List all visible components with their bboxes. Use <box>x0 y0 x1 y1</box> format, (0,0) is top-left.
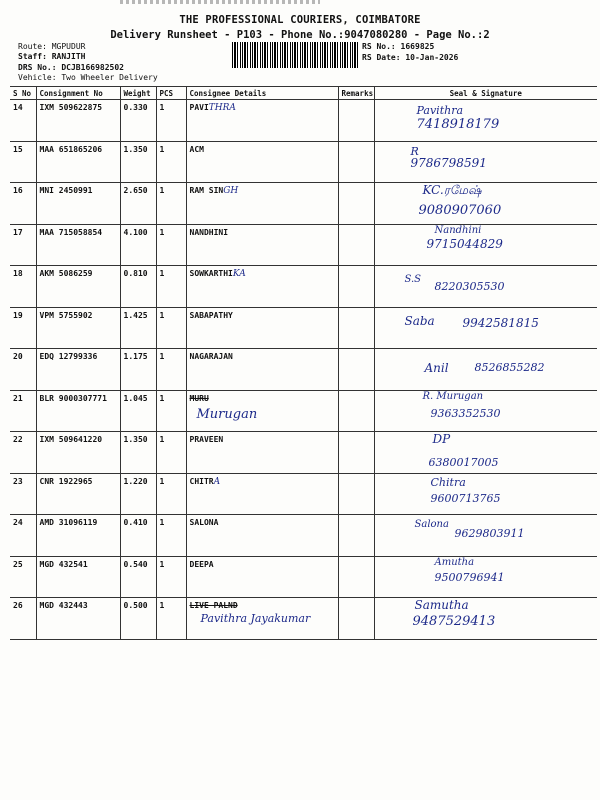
signature-phone: 7418918179 <box>416 117 500 132</box>
sno-cell: 17 <box>10 224 36 266</box>
consignee-name: NAGARAJAN <box>189 352 233 361</box>
staff-label: Staff: <box>18 52 47 61</box>
col-remarks: Remarks <box>338 87 374 100</box>
top-barcode-strip <box>120 0 320 4</box>
consignee-handwritten: THRA <box>208 103 236 113</box>
pcs-cell: 1 <box>156 266 186 308</box>
remarks-cell <box>338 100 374 142</box>
consignment-cell: AKM 5086259 <box>36 266 120 308</box>
consignee-cell <box>186 100 338 142</box>
consignee-name: SABAPATHY <box>189 310 233 320</box>
col-signature: Seal & Signature <box>374 87 597 100</box>
signature-text: S.S <box>404 274 422 285</box>
consignee-handwritten: KA <box>232 269 246 279</box>
signature-phone: 8526855282 <box>474 361 545 374</box>
consignment-cell: MAA 651865206 <box>36 141 120 183</box>
consignment-cell: VPM 5755902 <box>36 307 120 349</box>
consignee-handwritten: A <box>213 476 221 487</box>
table-row <box>10 390 597 432</box>
weight-cell: 0.330 <box>120 100 156 142</box>
vehicle-line <box>18 73 158 82</box>
consignee-name: RAM SIN <box>189 186 224 195</box>
consignment-cell: EDQ 12799336 <box>36 349 120 391</box>
signature-cell <box>374 307 597 349</box>
sno-cell: 19 <box>10 307 36 349</box>
sno-cell: 16 <box>10 183 36 225</box>
signature-cell <box>374 473 597 515</box>
consignment-cell: MNI 2450991 <box>36 183 120 225</box>
signature-cell <box>374 598 597 640</box>
pcs-cell: 1 <box>156 598 186 640</box>
consignee-cell <box>186 349 338 391</box>
table-row <box>10 183 597 225</box>
signature-text: Saba <box>404 313 435 328</box>
remarks-cell <box>338 266 374 308</box>
remarks-cell <box>338 307 374 349</box>
table-row <box>10 307 597 349</box>
pcs-cell: 1 <box>156 473 186 515</box>
table-row <box>10 266 597 308</box>
signature-cell <box>374 100 597 142</box>
staff-value: RANJITH <box>51 52 86 61</box>
consignee-cell <box>186 556 338 598</box>
consignment-cell: AMD 31096119 <box>36 515 120 557</box>
signature-phone: 9363352530 <box>430 406 501 420</box>
signature-phone: 9487529413 <box>412 614 496 629</box>
pcs-cell: 1 <box>156 224 186 266</box>
consignee-cell <box>186 224 338 266</box>
runsheet-subtitle: Delivery Runsheet - P103 - Phone No.:9047080280 - Page No.:2 <box>110 29 490 41</box>
signature-phone: 9786798591 <box>410 155 487 170</box>
consignment-cell: MGD 432443 <box>36 598 120 640</box>
sno-cell: 21 <box>10 390 36 432</box>
table-row <box>10 556 597 598</box>
rs-no-value: 1669825 <box>400 42 435 51</box>
weight-cell: 4.100 <box>120 224 156 266</box>
signature-text: Samutha <box>414 598 469 612</box>
pcs-cell: 1 <box>156 390 186 432</box>
pcs-cell: 1 <box>156 432 186 474</box>
consignee-cell <box>186 432 338 474</box>
vehicle-label: Vehicle: <box>18 73 57 82</box>
col-consignee: Consignee Details <box>186 87 338 100</box>
weight-cell: 0.810 <box>120 266 156 308</box>
signature-phone: 9080907060 <box>418 203 502 218</box>
route-label: Route: <box>18 42 47 51</box>
weight-cell: 1.175 <box>120 349 156 391</box>
route-value: MGPUDUR <box>51 42 86 51</box>
pcs-cell: 1 <box>156 349 186 391</box>
consignee-name: DEEPA <box>189 559 214 569</box>
table-row <box>10 224 597 266</box>
rs-date-value: 10-Jan-2026 <box>405 53 459 62</box>
weight-cell: 1.220 <box>120 473 156 515</box>
table-row <box>10 349 597 391</box>
signature-text: R. Murugan <box>422 390 484 402</box>
sno-cell: 23 <box>10 473 36 515</box>
weight-cell: 1.350 <box>120 432 156 474</box>
signature-text: Pavithra <box>416 104 464 117</box>
remarks-cell <box>338 556 374 598</box>
consignee-cell <box>186 515 338 557</box>
pcs-cell: 1 <box>156 515 186 557</box>
weight-cell: 0.410 <box>120 515 156 557</box>
signature-phone: 8220305530 <box>434 280 505 293</box>
consignee-cell <box>186 390 338 432</box>
consignment-cell: IXM 509641220 <box>36 432 120 474</box>
route-line <box>18 42 85 51</box>
consignment-cell: CNR 1922965 <box>36 473 120 515</box>
weight-cell: 0.500 <box>120 598 156 640</box>
drs-label: DRS No.: <box>18 63 57 72</box>
consignee-cell <box>186 183 338 225</box>
signature-cell <box>374 141 597 183</box>
consignment-cell: BLR 9000307771 <box>36 390 120 432</box>
signature-cell <box>374 390 597 432</box>
company-title: THE PROFESSIONAL COURIERS, COIMBATORE <box>179 14 421 26</box>
signature-cell <box>374 432 597 474</box>
signature-cell <box>374 266 597 308</box>
sno-cell: 24 <box>10 515 36 557</box>
consignee-name: ACM <box>189 144 204 154</box>
consignee-name: PAVI <box>189 103 209 112</box>
rs-no-label: RS No.: <box>362 42 396 51</box>
table-row <box>10 598 597 640</box>
drs-value: DCJB166982502 <box>61 63 124 72</box>
remarks-cell <box>338 390 374 432</box>
rs-date-label: RS Date: <box>362 53 401 62</box>
consignee-name: SALONA <box>189 518 219 527</box>
drs-line <box>18 63 124 72</box>
signature-text: Nandhini <box>434 224 482 236</box>
consignee-cell <box>186 266 338 308</box>
signature-phone: 9629803911 <box>454 527 525 540</box>
signature-cell <box>374 224 597 266</box>
pcs-cell: 1 <box>156 556 186 598</box>
barcode <box>232 42 358 68</box>
consignee-cell <box>186 598 338 640</box>
signature-text: Chitra <box>430 475 466 489</box>
weight-cell: 0.540 <box>120 556 156 598</box>
table-row <box>10 100 597 142</box>
signature-text: KC.ரமேஷ் <box>422 183 482 197</box>
consignee-name: CHITR <box>189 476 214 486</box>
consignee-cell <box>186 141 338 183</box>
table-header-row <box>10 87 597 100</box>
pcs-cell: 1 <box>156 141 186 183</box>
weight-cell: 2.650 <box>120 183 156 225</box>
remarks-cell <box>338 141 374 183</box>
sno-cell: 25 <box>10 556 36 598</box>
signature-cell <box>374 349 597 391</box>
consignee-handwritten: Pavithra Jayakumar <box>200 612 311 625</box>
rs-no-line <box>362 42 434 51</box>
signature-cell <box>374 183 597 225</box>
remarks-cell <box>338 432 374 474</box>
col-weight: Weight <box>120 87 156 100</box>
table-row <box>10 515 597 557</box>
table-row <box>10 141 597 183</box>
signature-cell <box>374 556 597 598</box>
consignee-name: LIVE PALND <box>189 601 238 610</box>
remarks-cell <box>338 183 374 225</box>
remarks-cell <box>338 473 374 515</box>
sno-cell: 14 <box>10 100 36 142</box>
sno-cell: 22 <box>10 432 36 474</box>
signature-text: Anil <box>424 361 449 375</box>
consignee-handwritten: Murugan <box>196 406 258 422</box>
weight-cell: 1.350 <box>120 141 156 183</box>
pcs-cell: 1 <box>156 100 186 142</box>
staff-line <box>18 52 85 61</box>
table-row <box>10 432 597 474</box>
consignment-cell: IXM 509622875 <box>36 100 120 142</box>
remarks-cell <box>338 224 374 266</box>
table-row <box>10 473 597 515</box>
remarks-cell <box>338 349 374 391</box>
sno-cell: 15 <box>10 141 36 183</box>
col-sno: S No <box>10 87 36 100</box>
signature-text: Salona <box>414 519 449 530</box>
consignee-name: PRAVEEN <box>189 435 224 444</box>
sno-cell: 20 <box>10 349 36 391</box>
signature-phone: 6380017005 <box>428 456 499 469</box>
weight-cell: 1.425 <box>120 307 156 349</box>
weight-cell: 1.045 <box>120 390 156 432</box>
remarks-cell <box>338 515 374 557</box>
signature-phone: 9600713765 <box>430 491 501 505</box>
signature-text: Amutha <box>434 556 475 568</box>
consignment-cell: MAA 715058854 <box>36 224 120 266</box>
pcs-cell: 1 <box>156 183 186 225</box>
remarks-cell <box>338 598 374 640</box>
rs-date-line <box>362 53 458 62</box>
sno-cell: 18 <box>10 266 36 308</box>
sno-cell: 26 <box>10 598 36 640</box>
consignee-name: NANDHINI <box>189 227 229 237</box>
consignee-cell <box>186 307 338 349</box>
consignee-cell <box>186 473 338 515</box>
consignee-name: MURU <box>189 393 209 403</box>
consignment-cell: MGD 432541 <box>36 556 120 598</box>
consignee-handwritten: GH <box>223 186 239 196</box>
col-consignment: Consignment No <box>36 87 120 100</box>
signature-phone: 9715044829 <box>426 236 503 251</box>
signature-cell <box>374 515 597 557</box>
pcs-cell: 1 <box>156 307 186 349</box>
col-pcs: PCS <box>156 87 186 100</box>
consignee-name: SOWKARTHI <box>189 269 233 278</box>
vehicle-value: Two Wheeler Delivery <box>61 73 158 82</box>
signature-text: DP <box>432 432 451 446</box>
signature-phone: 9500796941 <box>434 570 505 584</box>
signature-phone: 9942581815 <box>462 315 539 330</box>
signature-text: R <box>410 144 419 158</box>
runsheet-table <box>10 86 597 640</box>
